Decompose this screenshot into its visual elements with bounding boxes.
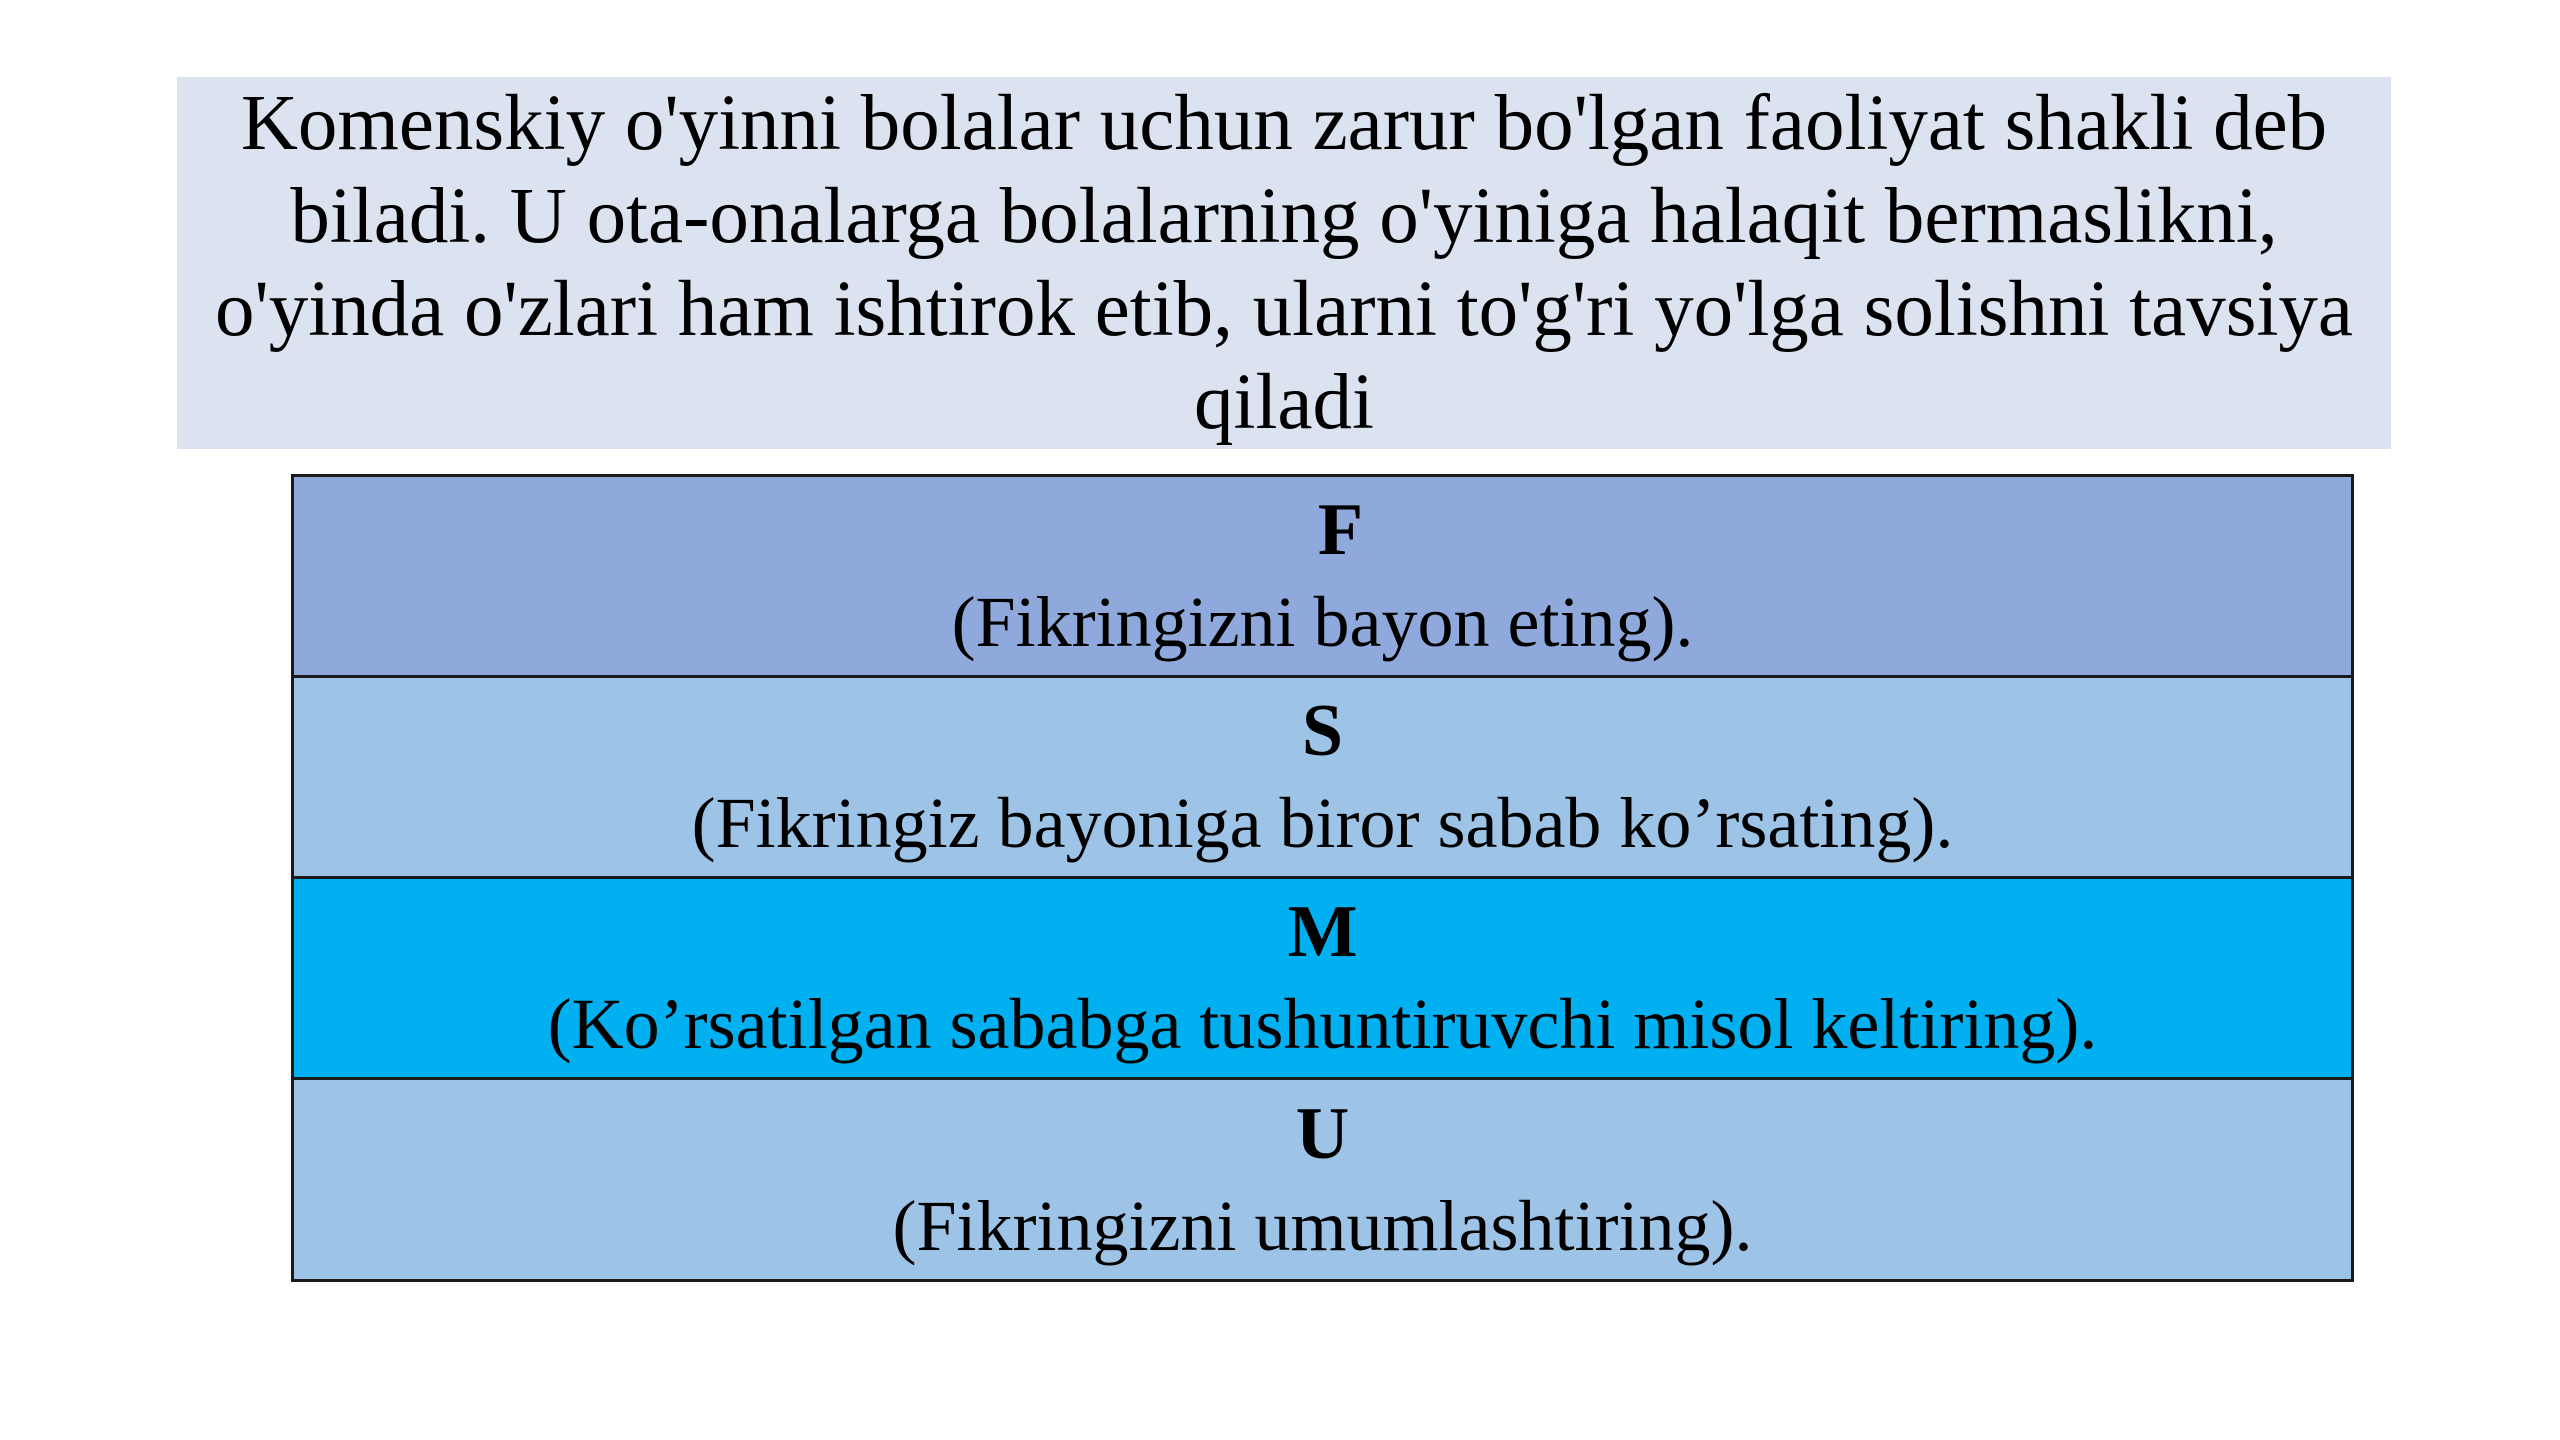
fsmu-letter-s: S xyxy=(1301,690,1344,772)
fsmu-description-s: (Fikringiz bayoniga biror sabab ko’rsating). xyxy=(691,783,1954,863)
fsmu-description-f: (Fikringizni bayon eting). xyxy=(951,582,1694,662)
fsmu-letter-u: U xyxy=(1295,1092,1350,1175)
fsmu-row-u xyxy=(294,1080,2351,1279)
fsmu-table xyxy=(291,474,2354,1282)
fsmu-description-m: (Ko’rsatilgan sababga tushuntiruvchi misol keltiring). xyxy=(547,984,2098,1064)
fsmu-row-f xyxy=(294,477,2351,678)
fsmu-row-s xyxy=(294,678,2351,879)
fsmu-description-u: (Fikringizni umumlashtiring). xyxy=(892,1185,1753,1266)
fsmu-letter-f: F xyxy=(1317,489,1364,571)
fsmu-letter-m: M xyxy=(1287,891,1358,973)
fsmu-row-m xyxy=(294,879,2351,1080)
intro-text-box xyxy=(177,77,2391,449)
intro-text: Komenskiy o'yinni bolalar uchun zarur bo'lgan faoliyat shakli deb biladi. U ota-onalarga bolalarning o'yiniga halaqit bermaslikni, o'yinda o'zlari ham ishtirok etib, ularni to'g'ri yo'lga solishni tavsiya qiladi xyxy=(215,80,2353,446)
